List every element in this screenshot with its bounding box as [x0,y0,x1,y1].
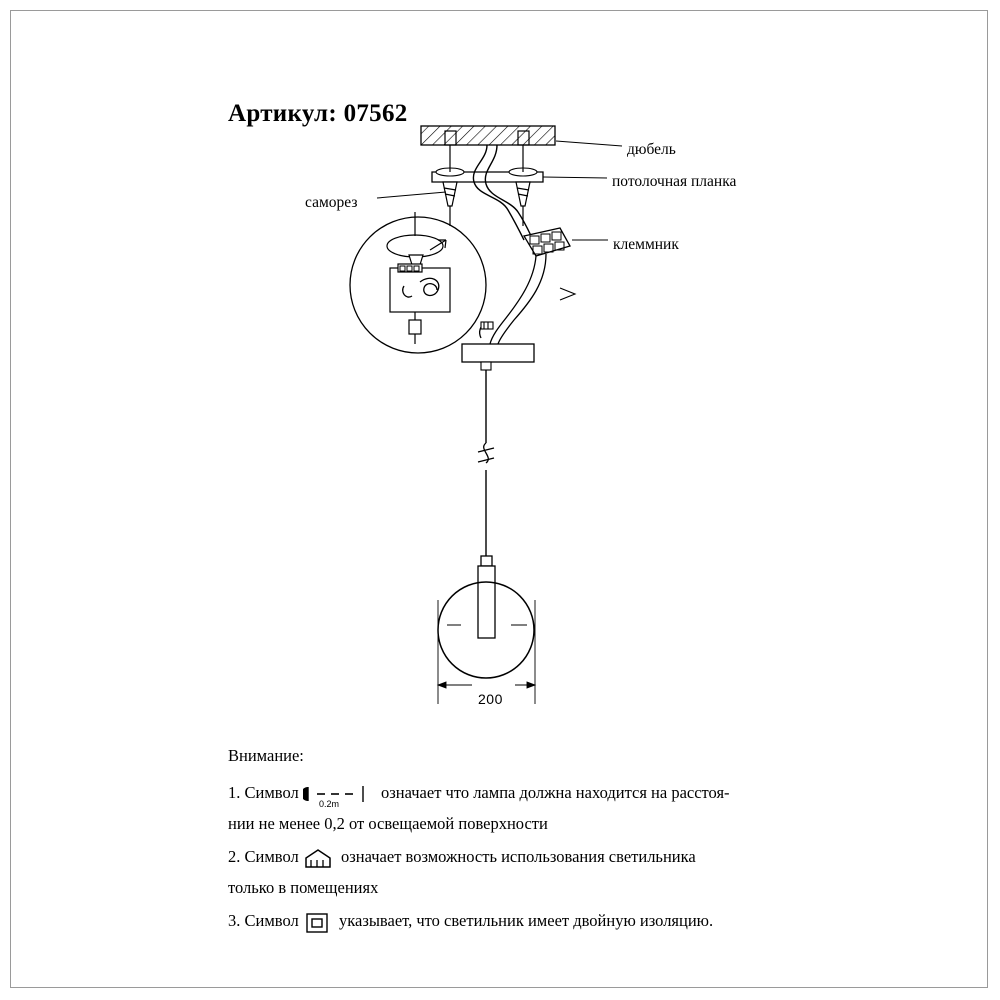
notes-heading: Внимание: [228,746,304,765]
svg-text:0.2m: 0.2m [318,799,339,810]
note-2-text-line1: означает возможность использования светильника [340,847,696,866]
note-2-text-line2: только в помещениях [228,878,379,897]
callout-self-tapping-screw: саморез [305,194,358,211]
note-3-index: 3. Символ [228,911,299,930]
title-label: Артикул: [228,100,337,127]
callout-ceiling-plank: потолочная планка [612,173,737,190]
double-insulation-icon [303,912,335,932]
notes-section [228,740,888,938]
note-item-1 [228,777,888,839]
page-title [228,100,408,128]
shade-diameter-label: 200 [478,691,503,707]
note-1-text-line2: нии не менее 0,2 от освещаемой поверхности [228,814,548,833]
note-item-3 [228,905,888,936]
distance-lamp-icon [303,783,377,810]
indoor-use-house-icon [303,848,337,868]
note-3-text-line1: указывает, что светильник имеет двойную изоляцию. [338,911,714,930]
note-1-text-line1: означает что лампа должна находится на расстоя- [380,783,730,802]
callout-terminal-block: клеммник [613,236,679,253]
note-1-index: 1. Символ [228,783,299,802]
note-item-2 [228,841,888,903]
callout-dowel: дюбель [627,141,676,158]
article-number: 07562 [343,100,408,127]
note-2-index: 2. Символ [228,847,299,866]
